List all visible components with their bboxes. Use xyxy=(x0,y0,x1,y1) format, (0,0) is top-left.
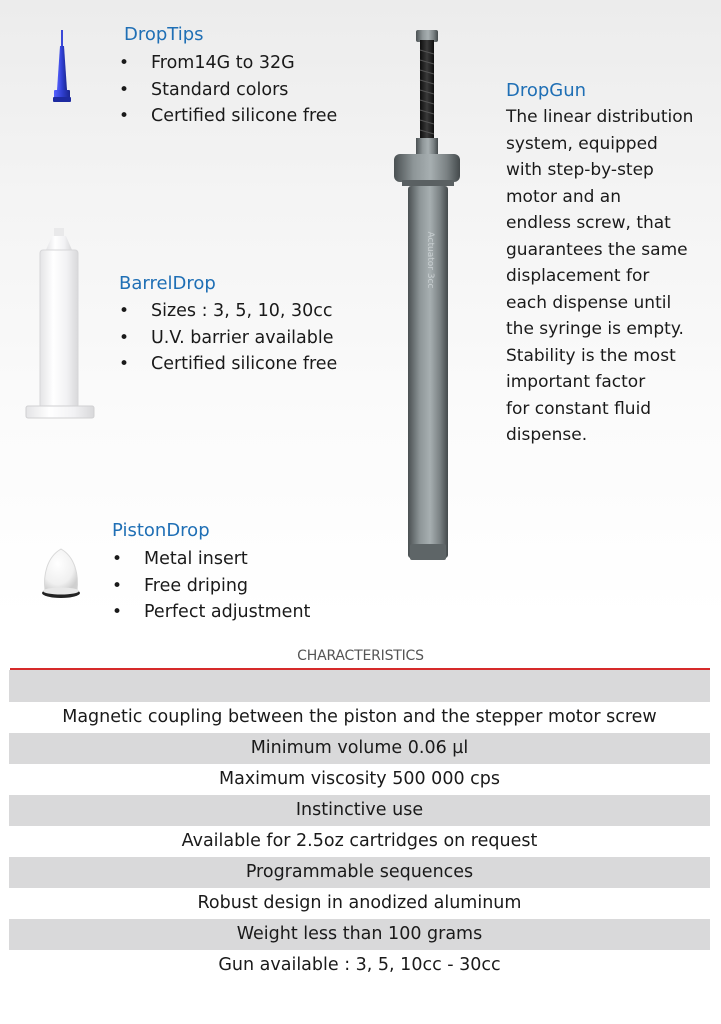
droptip-image xyxy=(50,30,74,108)
list-item: • Sizes : 3, 5, 10, 30cc xyxy=(117,298,337,325)
gun-engraving: Actuator 3cc xyxy=(425,231,435,289)
table-row: Instinctive use xyxy=(9,795,710,826)
dropgun-desc-line: system, equipped xyxy=(506,133,658,154)
dropgun-desc-line: for constant fluid xyxy=(506,398,652,419)
droptips-list xyxy=(117,50,337,130)
table-row: Magnetic coupling between the piston and the stepper motor screw xyxy=(62,707,657,727)
dropgun-desc-line: guarantees the same xyxy=(506,239,688,260)
barreldrop-title: BarrelDrop xyxy=(119,273,216,294)
pistondrop-list xyxy=(110,546,310,626)
list-item: • Perfect adjustment xyxy=(110,599,310,626)
list-item: • Standard colors xyxy=(117,77,337,104)
list-item: • From14G to 32G xyxy=(117,50,337,77)
dropgun-image xyxy=(388,28,468,568)
dropgun-desc-line: with step-by-step xyxy=(506,160,654,180)
list-item: • U.V. barrier available xyxy=(117,325,337,352)
dropgun-desc-line: dispense. xyxy=(506,425,588,445)
table-row: Programmable sequences xyxy=(9,857,710,888)
piston-image xyxy=(39,545,83,603)
list-item: • Free driping xyxy=(110,573,310,600)
table-row: Minimum volume 0.06 µl xyxy=(9,733,710,764)
barreldrop-list xyxy=(117,298,337,378)
dropgun-desc-line: displacement for xyxy=(506,266,650,286)
list-item: • Certified silicone free xyxy=(117,351,337,378)
dropgun-description xyxy=(506,104,716,449)
dropgun-desc-line: The linear distribution xyxy=(506,107,694,127)
table-row: Robust design in anodized aluminum xyxy=(197,893,522,913)
dropgun-desc-line: the syringe is empty. xyxy=(506,319,684,339)
table-row: Weight less than 100 grams xyxy=(9,919,710,950)
barrel-image xyxy=(24,228,96,422)
dropgun-desc-line: important factor xyxy=(506,372,646,392)
table-header-row xyxy=(9,670,710,702)
list-item: • Certified silicone free xyxy=(117,103,337,130)
dropgun-desc-line: motor and an xyxy=(506,186,621,207)
dropgun-desc-line: each dispense until xyxy=(506,292,672,313)
dropgun-desc-line: Stability is the most xyxy=(506,345,676,366)
characteristics-table xyxy=(9,670,710,981)
table-row: Maximum viscosity 500 000 cps xyxy=(219,769,500,789)
dropgun-desc-line: endless screw, that xyxy=(506,213,671,233)
characteristics-heading: CHARACTERISTICS xyxy=(297,648,424,664)
list-item: • Metal insert xyxy=(110,546,310,573)
table-row: Gun available : 3, 5, 10cc - 30cc xyxy=(218,955,501,975)
droptips-title: DropTips xyxy=(124,24,204,45)
pistondrop-title: PistonDrop xyxy=(112,520,210,541)
table-row: Available for 2.5oz cartridges on request xyxy=(181,831,538,851)
dropgun-title: DropGun xyxy=(506,80,587,101)
